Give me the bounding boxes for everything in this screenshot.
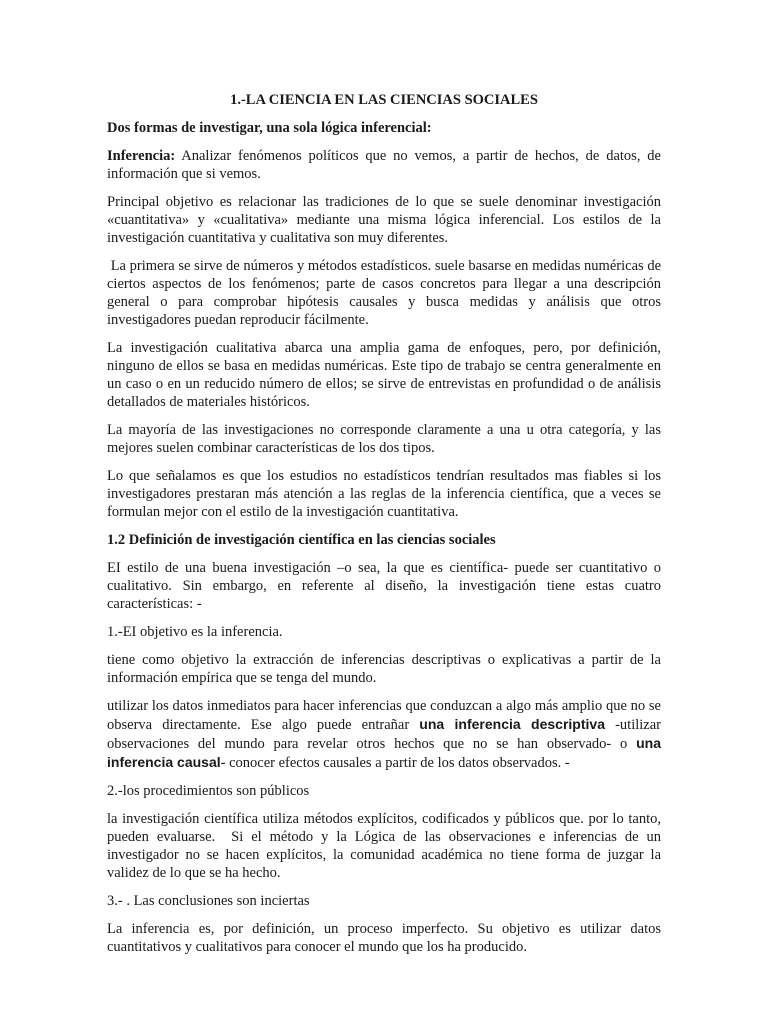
paragraph-inciertas: La inferencia es, por definición, un proceso imperfecto. Su objetivo es utilizar datos cuantitativos y cualitativos para conocer el mundo que los ha producido. (107, 921, 661, 955)
list-item-3: 3.- . Las conclusiones son inciertas (107, 893, 310, 909)
paragraph-cualitativa: La investigación cualitativa abarca una amplia gama de enfoques, pero, por definición, ninguno de ellos se basa en medidas numéricas. Este tipo de trabajo se centra generalmente en un caso o en un reducido número de ellos; se sirve de entrevistas en profundidad o de análisis detallados de materiales históricos. (107, 340, 661, 410)
paragraph-inferencia (107, 147, 661, 183)
section-heading-definicion: 1.2 Definición de investigación científica en las ciencias sociales (107, 532, 496, 548)
utilizar-text-d: - conocer efectos causales a partir de los datos observados. - (220, 755, 570, 771)
paragraph-primera: La primera se sirve de números y métodos estadísticos. suele basarse en medidas numéricas de ciertos aspectos de los fenómenos; parte de casos concretos para llegar a una descripción general o para comprobar hipótesis causales y busca medidas y análisis que otros investigadores puedan reproducir fácilmente. (107, 258, 665, 328)
paragraph-senalamos: Lo que señalamos es que los estudios no estadísticos tendrían resultados mas fiables si los investigadores prestaran más atención a las reglas de la inferencia científica, que a veces se formulan mejor con el estilo de la investigación cuantitativa. (107, 468, 661, 520)
utilizar-text-a: utilizar los datos inmediatos para hacer inferencias que conduzcan a algo más amplio que no se observa directamente. Ese algo puede entrañar (107, 698, 661, 733)
paragraph-estilo: EI estilo de una buena investigación –o sea, la que es científica- puede ser cuantitativo o cualitativo. Sin embargo, en referente al diseño, la investigación tiene estas cuatro características: - (107, 560, 661, 612)
inferencia-causal-bold: una inferencia causal (107, 735, 661, 770)
paragraph-tiene: tiene como objetivo la extracción de inferencias descriptivas o explicativas a partir de la información empírica que se tenga del mundo. (107, 652, 661, 686)
utilizar-text-c: -utilizar observaciones del mundo para revelar otros hechos que no se han observado- o (107, 717, 661, 752)
paragraph-objetivo: Principal objetivo es relacionar las tradiciones de lo que se suele denominar investigación «cuantitativa» y «cualitativa» mediante una misma lógica inferencial. Los estilos de la investigación cuantitativa y cualitativa son muy diferentes. (107, 194, 661, 246)
inferencia-label: Inferencia: (107, 148, 176, 164)
paragraph-mayoria: La mayoría de las investigaciones no corresponde claramente a una u otra categoría, y las mejores suelen combinar características de los dos tipos. (107, 422, 661, 456)
section-heading-formas: Dos formas de investigar, una sola lógica inferencial: (107, 120, 432, 136)
inferencia-descriptiva-bold: una inferencia descriptiva (419, 716, 605, 732)
inferencia-text: Analizar fenómenos políticos que no vemos, a partir de hechos, de datos, de información que si vemos. (107, 148, 661, 182)
list-item-2: 2.-los procedimientos son públicos (107, 783, 310, 799)
list-item-1: 1.-EI objetivo es la inferencia. (107, 624, 283, 640)
paragraph-utilizar (107, 697, 661, 772)
document-title: 1.-LA CIENCIA EN LAS CIENCIAS SOCIALES (230, 92, 538, 108)
paragraph-publicos: la investigación científica utiliza métodos explícitos, codificados y públicos que. por lo tanto, pueden evaluarse. Si el método y la Lógica de las observaciones e inferencias de un investigador no se hacen explícitos, la comunidad académica no tiene forma de juzgar la validez de lo que se ha hecho. (107, 811, 665, 881)
